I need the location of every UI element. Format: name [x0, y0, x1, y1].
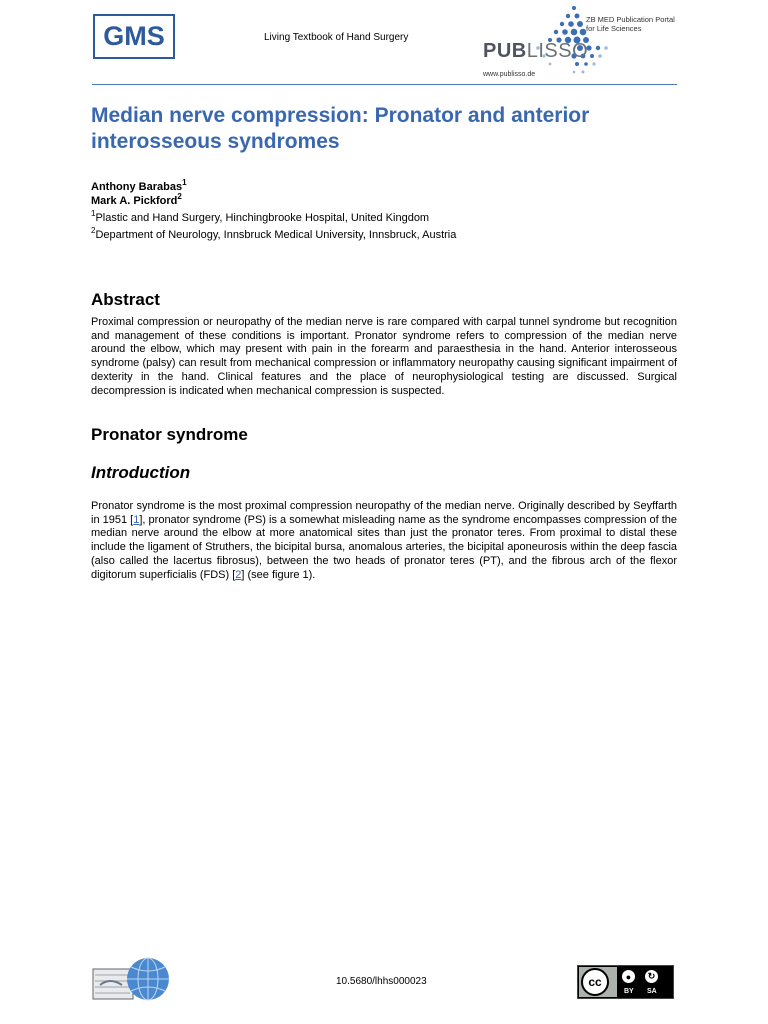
subsection-heading: Introduction [91, 463, 191, 482]
license-sa-label: SA [647, 988, 657, 995]
journal-name: Living Textbook of Hand Surgery [264, 32, 409, 43]
share-alike-icon: ↻ [643, 968, 660, 985]
author-name: Mark A. Pickford$^2$ [91, 192, 182, 207]
affiliation: $^2$Department of Neurology, Innsbruck Medical University, Innsbruck, Austria [91, 226, 457, 241]
publisso-wordmark: PUBLISSO [483, 40, 589, 62]
publisso-logo[interactable] [478, 4, 678, 82]
publisso-url[interactable]: www.publisso.de [483, 71, 536, 78]
reference-link[interactable]: 1 [133, 513, 140, 526]
publisso-portal-text: ZB MED Publication Portal for Life Sciences [586, 15, 675, 33]
author-list [91, 180, 187, 208]
attribution-icon: ● [620, 968, 637, 985]
section-heading: Pronator syndrome [91, 425, 248, 444]
cc-icon: cc [581, 968, 609, 996]
body-paragraph: Pronator syndrome is the most proximal compression neuropathy of the median nerve. Originally described by Seyffarth in 1951 [1], pronator syndrome (PS) is a somewhat misleading name as the syndrome encompasses compression of the median nerve around the elbow at more anatomical sites than just the pronator teres. From proximal to distal these include the ligament of Struthers, the bicipital bursa, anomalous arteries, the bicipital aponeurosis within the deep fascia (also called the lacertus fibrosus), between the two heads of pronator teres (PT), and the fibrous arch of the flexor digitorum superficialis (FDS) [2] (see figure 1). [91, 500, 677, 581]
globe-book-logo [92, 955, 172, 1005]
cc-by-sa-license-badge[interactable] [577, 965, 674, 999]
doi[interactable]: 10.5680/lhhs000023 [336, 976, 427, 987]
header-divider [92, 84, 677, 85]
article-title: Median nerve compression: Pronator and anterior interosseous syndromes [91, 104, 590, 153]
abstract-heading: Abstract [91, 290, 160, 309]
abstract-text: Proximal compression or neuropathy of the median nerve is rare compared with carpal tunnel syndrome but recognition and management of these conditions is important. Pronator syndrome refers to compression of the median nerve around the elbow, which may present with pain in the forearm and paraesthesia in the hand. Anterior interosseous syndrome (palsy) can result from mechanical compression or inflammatory neuropathy causing significant impairment of dexterity in the hand. Clinical features and the place of neurophysiological testing are discussed. Surgical decompression is indicated when mechanical compression is suspected. [91, 316, 677, 397]
reference-link[interactable]: 2 [235, 568, 242, 581]
globe-icon [92, 955, 172, 1005]
license-by-label: BY [624, 988, 634, 995]
affiliation: $^1$Plastic and Hand Surgery, Hinchingbrooke Hospital, United Kingdom [91, 209, 430, 224]
gms-logo[interactable]: GMS [93, 14, 175, 59]
author-name: Anthony Barabas$^1$ [91, 178, 187, 193]
affiliation-list [91, 211, 471, 245]
